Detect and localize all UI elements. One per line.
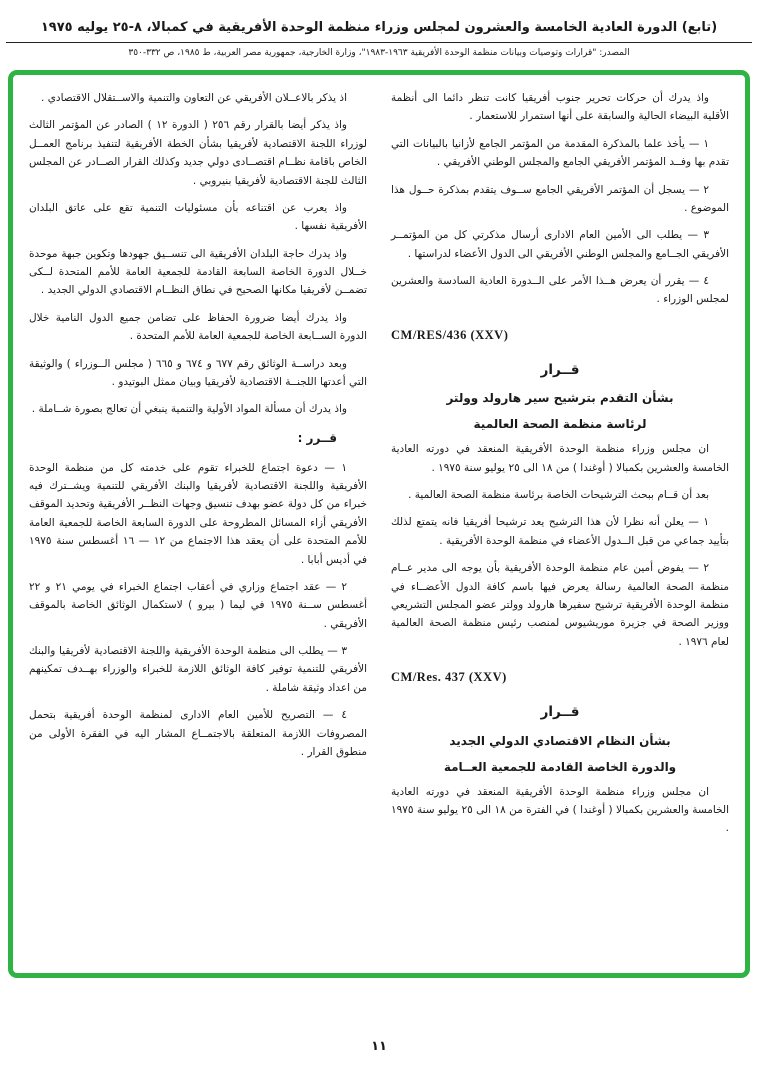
paragraph: بعد أن قــام ببحث الترشيحات الخاصة برئاسة منظمة الصحة العالمية . bbox=[408, 489, 709, 501]
resolution-code: CM/Res. 437 (XXV) bbox=[391, 670, 507, 684]
paragraph: واذ يذكر أيضا بالقرار رقم ٢٥٦ ( الدورة ١٢ ) الصادر عن المؤتمر الثالث لوزراء اللجنة الاقتصادية لأفريقيا بشأن الخطة الأفريقية لتنفيذ برنامج العمــل الخاص باقامة نظــام اقتصــادى دولي جديد وكذلك القرار الصــادر عن المجلس الثالث للجنة الاقتصادية لأفريقيا بنيروبي . bbox=[29, 119, 367, 187]
paragraph: واذ يعرب عن اقتناعه بأن مسئوليات التنمية تقع على عاتق البلدان الأفريقية نفسها . bbox=[29, 201, 367, 233]
numbered-clause: ٢ — يسجل أن المؤتمر الأفريقي الجامع ســوف يتقدم بمذكرة حــول هذا الموضوع . bbox=[391, 183, 729, 214]
resolution-subtitle: بشأن النظام الاقتصادي الدولي الجديد bbox=[449, 733, 671, 748]
resolution-subtitle: لرئاسة منظمة الصحة العالمية bbox=[473, 417, 647, 432]
numbered-clause: ١ — يعلن أنه نظرا لأن هذا الترشيح يعد ترشيحا أفريقيا فانه يتمتع لذلك بتأييد جماعي من قبل الــدول الأعضاء في منظمة الوحدة الأفريقية . bbox=[391, 516, 729, 547]
resolution-title: قــرار bbox=[540, 361, 580, 378]
numbered-clause: ٢ — يفوض أمين عام منظمة الوحدة الأفريقية بأن يوجه الى مدير عــام منظمة الصحة العالمية رسالة يعرض فيها باسم كافة الدول الأعضــاء في منظمة الوحدة الأفريقية ترشيح سفيرها هارولد وولتر عضو المجلس التشريعي ووزير الصحة في جزيرة موريشيوس لمنصب رئيس منظمة الصحة العالمية لعام ١٩٧٦ . bbox=[391, 562, 729, 648]
decree-heading: قــرر : bbox=[297, 430, 337, 445]
numbered-clause: ٤ — يقرر أن يعرض هــذا الأمر على الــدورة العادية السادسة والعشرين لمجلس الوزراء . bbox=[391, 275, 729, 306]
paragraph: واذ يدرك أيضا ضرورة الحفاظ على تضامن جميع الدول النامية خلال الدورة الســابعة الخاصة للجمعية العامة للأمم المتحدة . bbox=[29, 311, 367, 343]
paragraph: واذ يدرك حاجة البلدان الأفريقية الى تنســيق جهودها وتكوين جبهة موحدة خــلال الدورة الخاصة السابعة القادمة للجمعية العامة للأمم المتحدة لــكى تضمــن لأفريقيا مكانها الصحيح في نطاق النظــام الاقتصادي الدولي الجديد . bbox=[29, 247, 367, 297]
numbered-clause: ٣ — يطلب الى الأمين العام الادارى أرسال مذكرتي كل من المؤتمــر الأفريقي الجــامع والمجلس الوطني الأفريقي الى الدول الأعضاء لدراستها . bbox=[391, 229, 729, 260]
resolution-title: قــرار bbox=[540, 703, 580, 720]
header-divider bbox=[6, 42, 752, 43]
resolution-code: CM/RES/436 (XXV) bbox=[391, 327, 509, 342]
paragraph: واذ يدرك أن مسألة المواد الأولية والتنمية ينبغي أن تعالج بصورة شــاملة . bbox=[31, 403, 347, 416]
paragraph: ان مجلس وزراء منظمة الوحدة الأفريقية المنعقد في دورته العادية الخامسة والعشرين بكمبالا ( أوغندا ) من ١٨ الى ٢٥ يوليو سنة ١٩٧٥ . bbox=[391, 443, 729, 474]
header-title: (تابع) الدورة العادية الخامسة والعشرون لمجلس وزراء منظمة الوحدة الأفريقية في كمبالا، ٨-٢٥ يوليه ١٩٧٥ bbox=[40, 20, 718, 35]
numbered-clause: ١ — دعوة اجتماع للخبراء تقوم على خدمته كل من منظمة الوحدة الأفريقية واللجنة الاقتصادية لأفريقيا والبنك الأفريقي للتنمية ويشــترك فيه خبراء من كل دولة عضو بهدف تنسيق وجهات النظــر الأفريقية وتحديد الموقف الأفريقي أزاء المسائل المطروحة على الدورة السابعة الخاصة للجمعية العامة للأمم المتحدة على أن يعقد هذا الاجتماع من ١٢ — ١٦ أغسطس سنة ١٩٧٥ في أديس أبابا . bbox=[29, 461, 367, 566]
page-header bbox=[0, 0, 758, 58]
paragraph: واذ يدرك أن حركات تحرير جنوب أفريقيا كانت تنظر دائما الى أنظمة الأقلية البيضاء الحالية والسابقة على أنها استمرار للاستعمار . bbox=[391, 92, 729, 123]
resolution-subtitle: بشأن التقدم بترشيح سير هارولد وولتر bbox=[446, 391, 674, 406]
resolution-subtitle: والدورة الخاصة القادمة للجمعية العــامة bbox=[443, 759, 677, 774]
numbered-clause: ١ — يأخذ علما بالمذكرة المقدمة من المؤتمر الجامع لأزانيا بالبيانات التي تقدم بها وفــد المؤتمر الأفريقي الجامع والمجلس الوطني الأفريقي . bbox=[391, 137, 729, 169]
numbered-clause: ٣ — يطلب الى منظمة الوحدة الأفريقية واللجنة الاقتصادية لأفريقيا والبنك الأفريقي للتنمية توفير كافة الوثائق اللازمة للخبراء والوزراء بهــدف تمكينهم من اعداد وثيقة شاملة . bbox=[29, 645, 367, 694]
two-column-layout bbox=[29, 89, 729, 959]
numbered-clause: ٤ — التصريح للأمين العام الادارى لمنظمة الوحدة أفريقية بتحمل المصروفات اللازمة المتعلقة بالاجتمــاع المشار اليه في الفقرة الأولى من منطوق القرار . bbox=[29, 709, 367, 758]
header-source-note: المصدر: "قرارات وتوصيات وبيانات منظمة الوحدة الأفريقية ١٩٦٣-١٩٨٣"، وزارة الخارجية، جمهورية مصر العربية، ط ١٩٨٥، ص ٣٣٢-٣٥٠ bbox=[128, 48, 630, 58]
paragraph: ان مجلس وزراء منظمة الوحدة الأفريقية المنعقد في دورته العادية الخامسة والعشرين بكمبالا ( أوغندا ) في الفترة من ١٨ الى ٢٥ يوليو سنة ١٩٧٥ . bbox=[391, 785, 730, 835]
paragraph: اذ يذكر بالاعــلان الأفريقي عن التعاون والتنمية والاســتقلال الاقتصادي . bbox=[41, 92, 347, 104]
left-column bbox=[29, 89, 367, 959]
numbered-clause: ٢ — عقد اجتماع وزاري في أعقاب اجتماع الخبراء في يومي ٢١ و ٢٢ أغسطس ســنة ١٩٧٥ في ليما ( بيرو ) لاستكمال الوثائق الخاصة بالموقف الأفريقي . bbox=[29, 580, 367, 630]
paragraph: وبعد دراســة الوثائق رقم ٦٧٧ و ٦٧٤ و ٦٦٥ ( مجلس الــوزراء ) والوثيقة التي أعدتها اللجنــة الاقتصادية لأفريقيا وبيان ممثل البوتيدو . bbox=[29, 357, 367, 388]
right-column bbox=[391, 89, 729, 959]
page-number: ١١ bbox=[371, 1039, 387, 1054]
green-border-content-box bbox=[8, 70, 750, 978]
